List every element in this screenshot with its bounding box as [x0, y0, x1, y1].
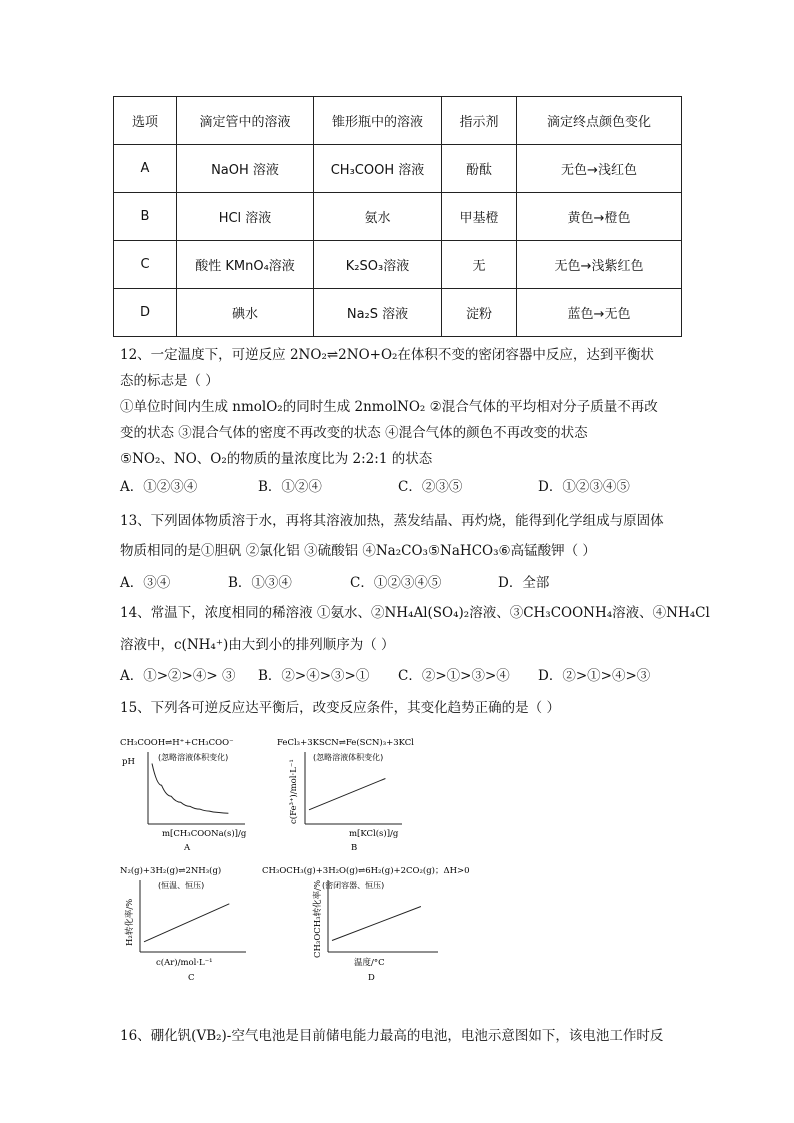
table-header: 锥形瓶中的溶液 [314, 97, 442, 145]
table-header: 指示剂 [442, 97, 517, 145]
q12-item-line4: 变的状态 ③混合气体的密度不再改变的状态 ④混合气体的颜色不再改变的状态 [120, 425, 588, 441]
table-cell: 淀粉 [442, 289, 517, 337]
table-row [114, 289, 682, 337]
chart-d-note: (密闭容器、恒压) [322, 881, 385, 890]
q12-stem-line1: 12、一定温度下，可逆反应 2NO₂⇌2NO+O₂在体积不变的密闭容器中反应，达到平衡状 [120, 347, 654, 363]
table-header: 滴定终点颜色变化 [517, 97, 682, 145]
chart-a [120, 736, 280, 854]
chart-b-series-line [309, 779, 385, 810]
q12-option-b: B．①②④ [258, 479, 322, 495]
chart-d-letter: D [368, 973, 375, 983]
table-cell: 碘水 [177, 289, 314, 337]
chart-b-title: FeCl₃+3KSCN⇌Fe(SCN)₃+3KCl [277, 738, 415, 748]
table-row [114, 145, 682, 193]
table-cell: C [114, 241, 177, 289]
q16-stem: 16、硼化钒(VB₂)-空气电池是目前储电能力最高的电池，电池示意图如下，该电池工作时反 [120, 1028, 664, 1044]
chart-b-letter: B [351, 843, 358, 853]
chart-d-xlabel: 温度/°C [354, 958, 385, 968]
chart-b-svg [277, 736, 447, 854]
chart-b-note: (忽略溶液体积变化) [313, 753, 384, 762]
chart-d-svg [262, 864, 494, 988]
table-cell: 无色→浅红色 [517, 145, 682, 193]
table-cell: 氨水 [314, 193, 442, 241]
chart-c-svg [120, 864, 285, 988]
q13-stem-line2: 物质相同的是①胆矾 ②氯化铝 ③硫酸铝 ④Na₂CO₃⑤NaHCO₃⑥高锰酸钾（ ） [120, 543, 596, 559]
q12-option-c: C．②③⑤ [398, 479, 463, 495]
chart-d-series-line [332, 907, 421, 941]
chart-c-series-line [144, 904, 229, 942]
q12-option-d: D．①②③④⑤ [538, 479, 630, 495]
chart-c-letter: C [188, 973, 195, 983]
q14-option-d: D．②>①>④>③ [538, 668, 651, 684]
chart-c-note: (恒温、恒压) [158, 881, 205, 890]
q12-item-line5: ⑤NO₂、NO、O₂的物质的量浓度比为 2:2:1 的状态 [120, 451, 433, 467]
q13-stem-line1: 13、下列固体物质溶于水，再将其溶液加热，蒸发结晶、再灼烧，能得到化学组成与原固体 [120, 513, 664, 529]
chart-d [262, 864, 494, 988]
chart-d-title: CH₃OCH₃(g)+3H₂O(g)⇌6H₂(g)+2CO₂(g)；ΔH>0 [262, 866, 470, 876]
table-cell: 无色→浅紫红色 [517, 241, 682, 289]
chart-c-ylabel: H₂转化率/% [125, 898, 135, 946]
table-cell: 酚酞 [442, 145, 517, 193]
table-row [114, 193, 682, 241]
chart-b-xlabel: m[KCl(s)]/g [349, 829, 399, 839]
q14-option-a: A．①>②>④> ③ [120, 668, 236, 684]
chart-d-ylabel: CH₃OCH₃转化率/% [313, 879, 323, 958]
table-cell: 蓝色→无色 [517, 289, 682, 337]
titration-table [113, 96, 682, 337]
chart-c-xlabel: c(Ar)/mol·L⁻¹ [156, 958, 213, 968]
table-cell: K₂SO₃溶液 [314, 241, 442, 289]
table-cell: 黄色→橙色 [517, 193, 682, 241]
table-cell: 无 [442, 241, 517, 289]
q13-option-a: A．③④ [120, 575, 171, 591]
q12-stem-line2: 态的标志是（ ） [120, 373, 219, 389]
q15-stem: 15、下列各可逆反应达平衡后，改变反应条件，其变化趋势正确的是（ ） [120, 700, 560, 716]
q14-option-b: B．②>④>③>① [258, 668, 370, 684]
table-cell: A [114, 145, 177, 193]
table-header-row [114, 97, 682, 145]
chart-a-svg [120, 736, 280, 854]
chart-a-letter: A [184, 843, 191, 853]
table-cell: CH₃COOH 溶液 [314, 145, 442, 193]
table-header: 选项 [114, 97, 177, 145]
q14-option-c: C．②>①>③>④ [398, 668, 510, 684]
table-header: 滴定管中的溶液 [177, 97, 314, 145]
chart-a-title: CH₃COOH⇌H⁺+CH₃COO⁻ [120, 738, 234, 748]
table-cell: 甲基橙 [442, 193, 517, 241]
table-cell: Na₂S 溶液 [314, 289, 442, 337]
q12-item-line3: ①单位时间内生成 nmolO₂的同时生成 2nmolNO₂ ②混合气体的平均相对分子质量不再改 [120, 399, 658, 415]
q14-stem-line2: 溶液中，c(NH₄⁺)由大到小的排列顺序为（ ） [120, 637, 395, 653]
chart-a-series-curve [152, 764, 228, 814]
chart-a-xlabel: m[CH₃COONa(s)]/g [162, 829, 247, 839]
table-cell: NaOH 溶液 [177, 145, 314, 193]
table-row [114, 241, 682, 289]
chart-b [277, 736, 447, 854]
table-cell: HCl 溶液 [177, 193, 314, 241]
table-cell: B [114, 193, 177, 241]
q13-option-c: C．①②③④⑤ [350, 575, 442, 591]
chart-c [120, 864, 285, 988]
chart-a-ylabel: pH [122, 757, 135, 767]
chart-a-note: (忽略溶液体积变化) [158, 753, 229, 762]
q12-option-a: A．①②③④ [120, 479, 198, 495]
q13-option-d: D．全部 [498, 575, 550, 591]
q14-stem-line1: 14、常温下，浓度相同的稀溶液 ①氨水、②NH₄Al(SO₄)₂溶液、③CH₃COONH₄溶液、④NH₄Cl [120, 605, 710, 621]
q13-option-b: B．①③④ [228, 575, 292, 591]
chart-b-ylabel: c(Fe³⁺)/mol·L⁻¹ [289, 759, 299, 824]
table-cell: D [114, 289, 177, 337]
chart-c-title: N₂(g)+3H₂(g)⇌2NH₃(g) [120, 866, 222, 876]
table-cell: 酸性 KMnO₄溶液 [177, 241, 314, 289]
